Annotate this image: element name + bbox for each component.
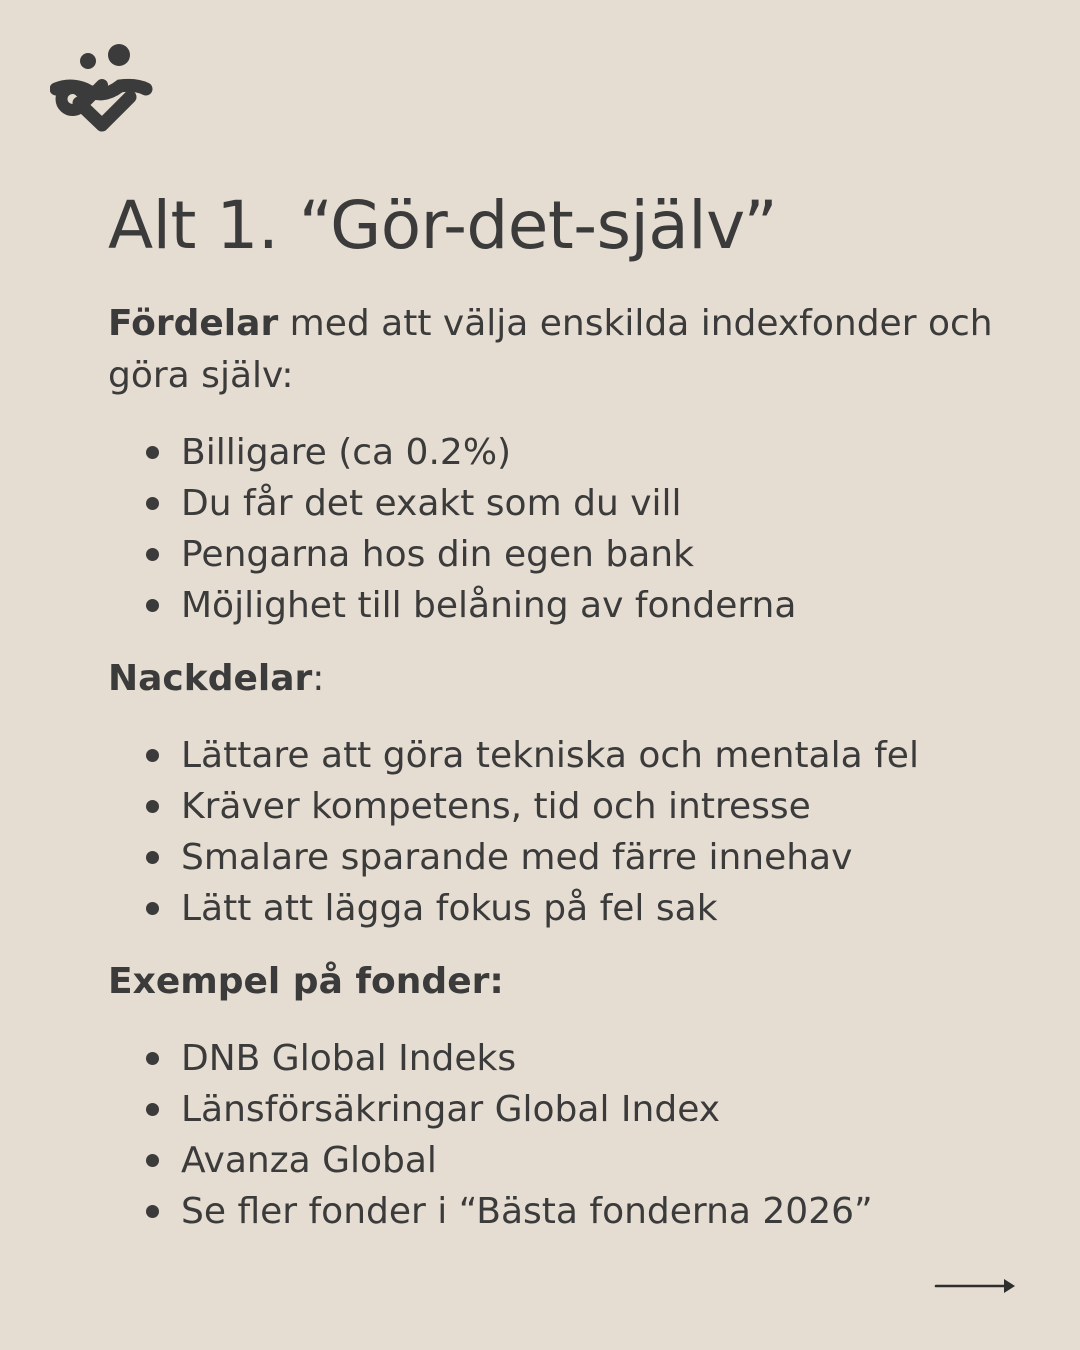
page-title: Alt 1. “Gör-det-själv” <box>108 187 778 264</box>
cons-intro <box>108 653 1038 705</box>
bullet-dot <box>146 1103 159 1116</box>
list-item <box>108 427 1038 478</box>
list-item-text: Lättare att göra tekniska och mentala fel <box>181 735 919 776</box>
arrow-right-icon[interactable] <box>934 1276 1018 1296</box>
list-item <box>108 730 1038 781</box>
list-item-text: Du får det exakt som du vill <box>181 483 682 524</box>
list-item <box>108 1186 1038 1237</box>
list-item-text: Pengarna hos din egen bank <box>181 534 694 575</box>
bullet-dot <box>146 902 159 915</box>
bullet-dot <box>146 800 159 813</box>
cons-list <box>108 730 1038 934</box>
list-item-text: Kräver kompetens, tid och intresse <box>181 786 811 827</box>
examples-intro <box>108 956 1038 1008</box>
examples-list <box>108 1033 1038 1237</box>
list-item <box>108 1084 1038 1135</box>
bullet-dot <box>146 1205 159 1218</box>
list-item-text: Billigare (ca 0.2%) <box>181 432 512 473</box>
bullet-dot <box>146 749 159 762</box>
list-item <box>108 832 1038 883</box>
pros-list <box>108 427 1038 631</box>
list-item <box>108 580 1038 631</box>
pros-intro <box>108 298 1038 402</box>
list-item <box>108 883 1038 934</box>
list-item-text: Avanza Global <box>181 1140 437 1181</box>
bullet-dot <box>146 446 159 459</box>
cons-heading: Nackdelar <box>108 658 313 699</box>
bullet-dot <box>146 497 159 510</box>
people-heart-logo-icon <box>50 40 154 136</box>
list-item <box>108 529 1038 580</box>
list-item-text: Länsförsäkringar Global Index <box>181 1089 721 1130</box>
bullet-dot <box>146 548 159 561</box>
content <box>108 298 1038 1237</box>
examples-heading: Exempel på fonder: <box>108 961 504 1002</box>
list-item <box>108 781 1038 832</box>
bullet-dot <box>146 599 159 612</box>
list-item-text: Smalare sparande med färre innehav <box>181 837 853 878</box>
cons-colon: : <box>312 658 325 699</box>
bullet-dot <box>146 851 159 864</box>
list-item <box>108 1033 1038 1084</box>
list-item-text: Möjlighet till belåning av fonderna <box>181 585 797 626</box>
bullet-dot <box>146 1154 159 1167</box>
list-item <box>108 1135 1038 1186</box>
list-item-text: Lätt att lägga fokus på fel sak <box>181 888 718 929</box>
list-item-text: DNB Global Indeks <box>181 1038 517 1079</box>
bullet-dot <box>146 1052 159 1065</box>
pros-heading: Fördelar <box>108 303 279 344</box>
list-item <box>108 478 1038 529</box>
list-item-text: Se fler fonder i “Bästa fonderna 2026” <box>181 1191 873 1232</box>
pros-intro-text: med att välja enskilda indexfonder och göra själv: <box>108 303 993 396</box>
